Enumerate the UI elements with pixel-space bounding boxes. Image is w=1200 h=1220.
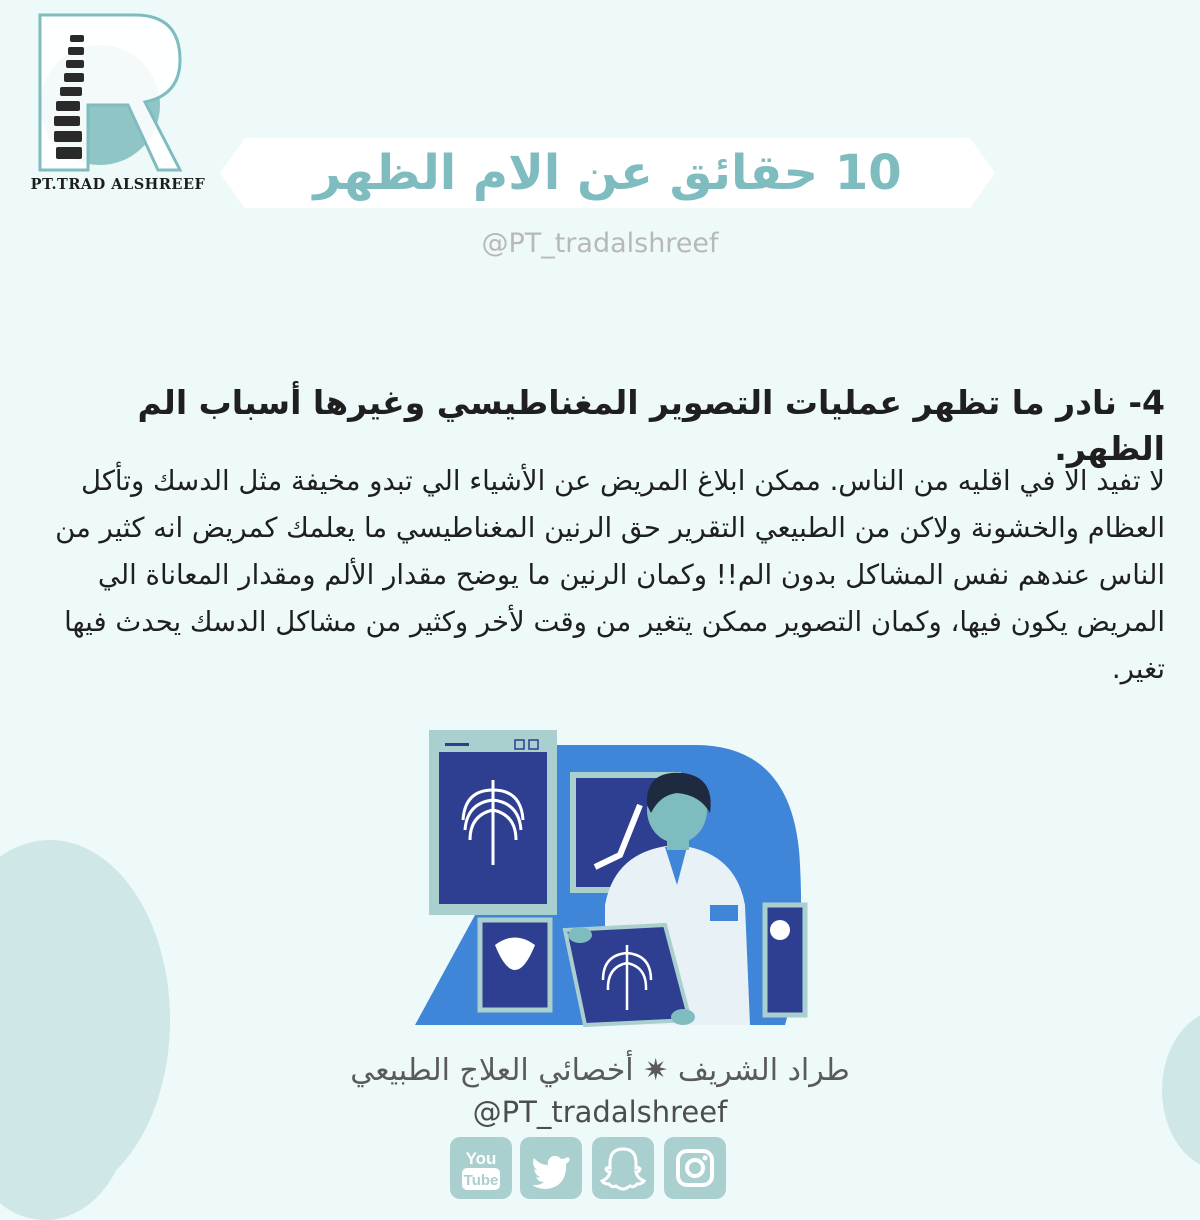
footer-signature: طراد الشريف ✷ أخصائي العلاج الطبيعي	[350, 1053, 850, 1088]
point-body: لا تفيد الا في اقليه من الناس. ممكن ابلاغ المريض عن الأشياء الي تبدو مخيفة مثل الدسك وتأكل العظام والخشونة ولاكن من الطبيعي التقرير حق الرنين المغناطيسي ما يعلمك كمريض انه كثير من الناس عندهم نفس المشاكل بدون الم!! وكمان الرنين ما يوضح مقدار الألم ومقدار المعاناة الي المريض يكون فيها، وكمان التصوير ممكن يتغير من وقت لأخر وكثير من مشاكل الدسك يحدث فيها تغير.	[55, 465, 1165, 685]
svg-text:You: You	[465, 1149, 497, 1168]
footer-handle: @PT_tradalshreef	[472, 1095, 728, 1129]
doctor-xray-illustration	[415, 725, 810, 1027]
background-circle-small	[123, 1004, 163, 1044]
point-title: 4- نادر ما تظهر عمليات التصوير المغناطيسي وغيرها أسباب الم الظهر.	[137, 383, 1165, 468]
background-blob-right	[1162, 1010, 1200, 1170]
logo-text: PT.TRAD ALSHREEF	[30, 176, 206, 193]
youtube-icon[interactable]	[450, 1137, 512, 1199]
page-title: 10 حقائق عن الام الظهر	[313, 145, 902, 201]
twitter-icon[interactable]	[520, 1137, 582, 1199]
handle-top: @PT_tradalshreef	[481, 228, 719, 259]
svg-text:Tube: Tube	[463, 1172, 499, 1189]
snapchat-icon[interactable]	[592, 1137, 654, 1199]
spine-R-logo	[20, 10, 210, 195]
instagram-icon[interactable]	[664, 1137, 726, 1199]
